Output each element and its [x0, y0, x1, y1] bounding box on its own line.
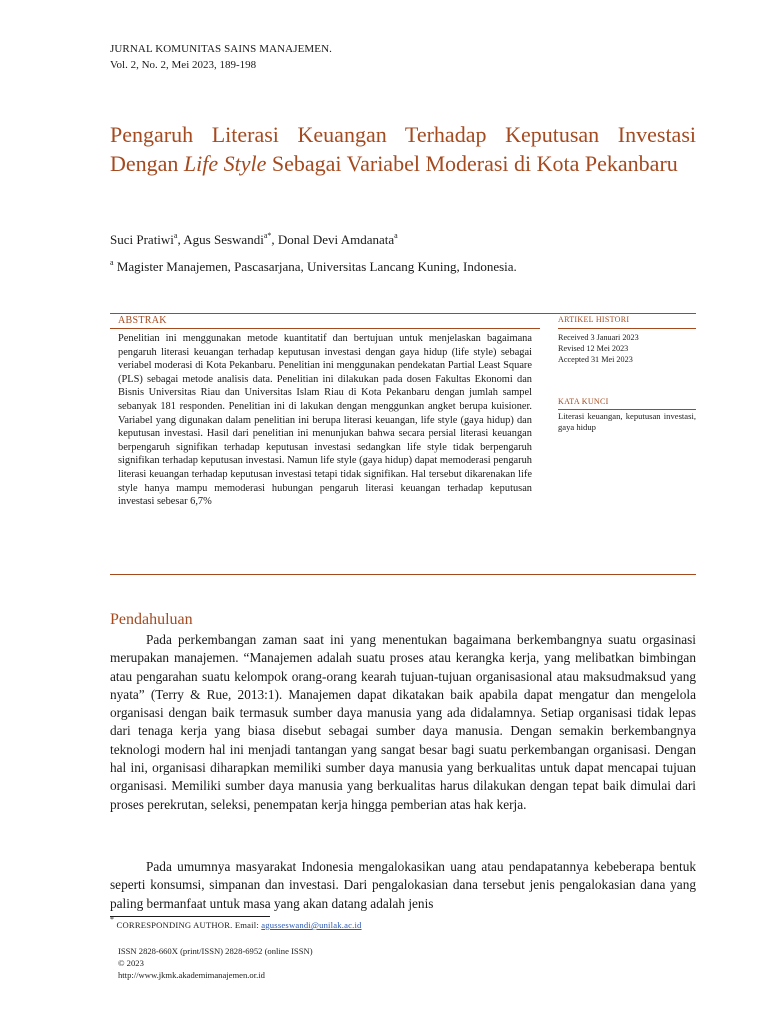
keywords-text: Literasi keuangan, keputusan investasi, gaya hidup: [558, 411, 696, 432]
author-name: Agus Seswandi: [183, 232, 264, 247]
journal-name: JURNAL KOMUNITAS SAINS MANAJEMEN.: [110, 43, 333, 55]
affiliation: [110, 259, 517, 275]
article-history-rule: [558, 328, 696, 329]
abstract-top-rule: [110, 313, 696, 314]
author-affiliation-mark: a*: [263, 231, 272, 240]
body-paragraph: Pada umumnya masyarakat Indonesia mengalokasikan uang atau pendapatannya kebeberapa bentuk seperti konsumsi, simpanan dan investasi. Dari pengalokasian dana tersebut jenis pengalokasian dana yang paling bermanfaat untuk masa yang akan datang adalah jenis: [110, 859, 696, 911]
affiliation-mark: a: [110, 258, 114, 267]
author-name: Donal Devi Amdanata: [277, 232, 395, 247]
author-affiliation-mark: a: [394, 231, 398, 240]
revised-date: Revised 12 Mei 2023: [558, 344, 629, 353]
journal-url[interactable]: http://www.jkmk.akademimanajemen.or.id: [118, 970, 265, 980]
footnote-mark: *: [110, 915, 115, 924]
abstract-heading-rule: [110, 328, 540, 329]
article-history: [558, 332, 696, 365]
author-affiliation-mark: a: [173, 231, 178, 240]
corresponding-author-note: [110, 915, 362, 930]
author-separator: ,: [177, 232, 184, 247]
abstract-bottom-rule: [110, 574, 696, 575]
author-separator: ,: [271, 232, 278, 247]
section-heading-introduction: Pendahuluan: [110, 611, 193, 628]
keywords-heading: KATA KUNCI: [558, 397, 609, 406]
author-list: [110, 232, 398, 248]
received-date: Received 3 Januari 2023: [558, 333, 639, 342]
abstract-text: Penelitian ini menggunakan metode kuantitatif dan bertujuan untuk menjelaskan bagaimana pengaruh literasi keuangan terhadap keputusan investasi dengan gaya hidup (life style) sebagai veriabel moderasi di Kota Pekanbaru. Penelitian ini menggunakan pendekatan Partial Least Square (PLS) sebagai metode analisis data. Penelitian ini dilakukan pada dosen Fakultas Ekonomi dan Bisnis Universitas Riau dan Universitas Islam Riau di Kota Pekanbaru dengan jumlah sampel sebanyak 181 responden. Penelitian ini di lakukan dengan menggunkan angket berupa kuisioner. Variabel yang digunakan dalam penelitian ini berupa literasi keuangan, life style (gaya hidup) dan keputusan investasi. Hasil dari penelitian ini menunjukan bahwa secara persial literasi keuangan berpengaruh signifikan terhadap keputusan investasi sedangkan life style tidak berpengaruh signifikan terhadap keputusan investasi. Namun life style (gaya hidup) dapat memoderasi pengaruh literasi keuangan terhadap keputusan investasi tetapi tidak signifikan. Hal tersebut dikarenakan life style hanya mampu memoderasi hubungan pengaruh literasi keuangan terhadap keputusan investasi sebesar 6,7%: [118, 333, 532, 508]
title-italic: Life Style: [183, 151, 267, 176]
title-part-2: Sebagai Variabel Moderasi di Kota Pekanbaru: [266, 151, 678, 176]
author-email-link[interactable]: agusseswandi@unilak.ac.id: [261, 920, 362, 930]
article-title: [110, 120, 696, 178]
footnote-rule: [110, 916, 270, 917]
author-name: Suci Pratiwi: [110, 232, 174, 247]
issn-info: ISSN 2828-660X (print/ISSN) 2828-6952 (online ISSN): [118, 946, 313, 956]
article-history-heading: ARTIKEL HISTORI: [558, 315, 630, 324]
copyright: © 2023: [118, 958, 144, 968]
journal-volume: Vol. 2, No. 2, Mei 2023, 189-198: [110, 59, 257, 71]
body-paragraph: Pada perkembangan zaman saat ini yang menentukan bagaimana berkembangnya suatu orgasinasi merupakan manajemen. “Manajemen adalah suatu proses atau kerangka kerja, yang melibatkan bimbingan atau pengarahan suatu kelompok orang-orang kearah tujuan-tujuan organisasional atau maksudmaksud yang nyata” (Terry & Rue, 2013:1). Manajemen dapat dikatakan baik apabila dapat mengatur dan mengelola organisasi dengan baik termasuk sumber daya manusia yang ada didalamnya. Setiap organisasi tidak lepas dari tenaga kerja yang biasa disebut sebagai sumber daya manusia. Dengan semakin berkembangnya teknologi modern hal ini menjadi tantangan yang sangat besar bagi suatu perkembangan organisasi. Dengan hal ini, organisasi diharapkan memiliki sumber daya manusia yang berkualitas untuk dapat mencapai tujuan organisasi. Memiliki sumber daya manusia yang berkualitas harus dilakukan dengan tepat baik dimulai dari proses perekrutan, seleksi, penempatan kerja hingga pemberian atas hak kerja.: [110, 632, 696, 812]
accepted-date: Accepted 31 Mei 2023: [558, 355, 633, 364]
title-part-1: Pengaruh Literasi Keuangan Terhadap Keputusan Investasi Dengan: [110, 122, 696, 176]
corresponding-author-label: CORRESPONDING AUTHOR. Email:: [114, 920, 262, 930]
keywords-rule: [558, 409, 696, 410]
affiliation-text: Magister Manajemen, Pascasarjana, Universitas Lancang Kuning, Indonesia.: [113, 259, 517, 274]
abstract-heading: ABSTRAK: [118, 315, 167, 326]
